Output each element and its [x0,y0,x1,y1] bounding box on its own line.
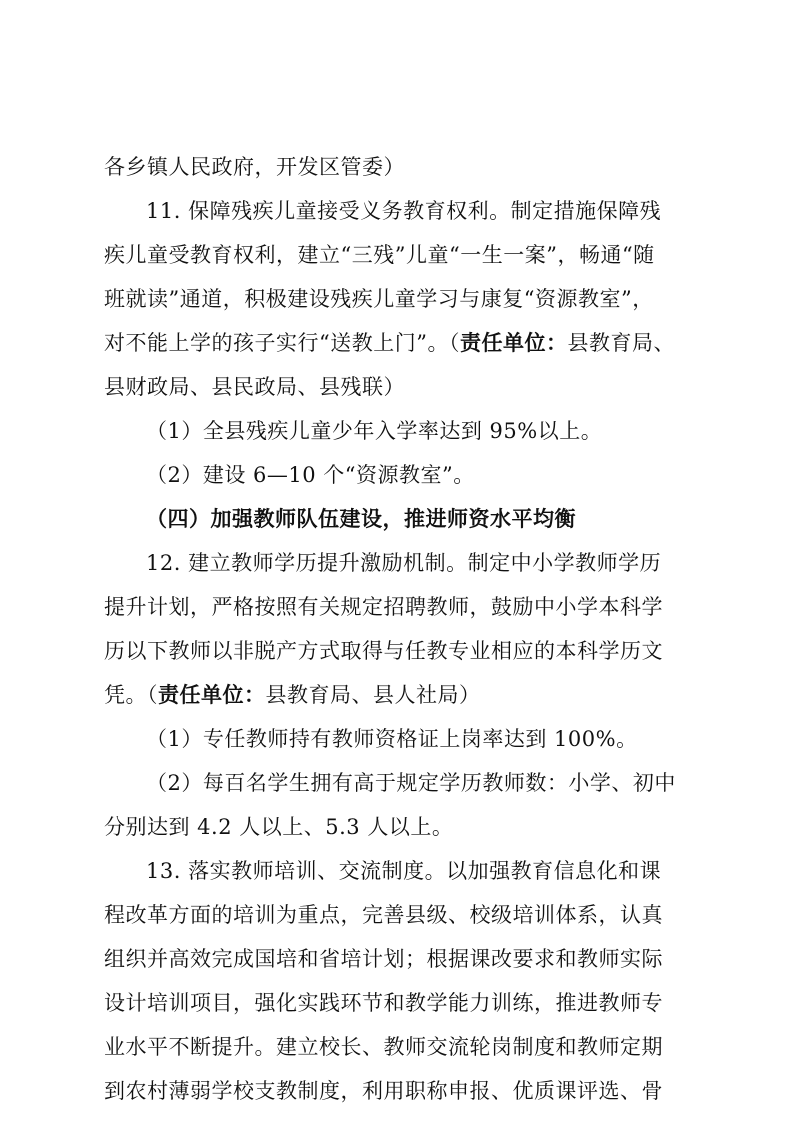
text-segment: 疾儿童受教育权利，建立“三残”儿童“一生一案”，畅通“随 [104,243,655,267]
text-line [146,196,694,226]
text-line [146,416,694,446]
text-line [104,680,694,710]
text-segment: （四）加强教师队伍建设，推进师资水平均衡 [146,506,576,531]
text-line [146,548,694,578]
text-segment: 组织并高效完成国培和省培计划；根据课改要求和教师实际 [104,947,663,971]
text-segment: 设计培训项目，强化实践环节和教学能力训练，推进教师专 [104,991,663,1015]
text-segment: 班就读”通道，积极建设残疾儿童学习与康复“资源教室”， [104,287,654,311]
text-segment: 历以下教师以非脱产方式取得与任教专业相应的本科学历文 [104,639,663,663]
text-line [104,988,694,1018]
text-line [104,592,694,622]
text-segment: （1）专任教师持有教师资格证上岗率达到 100%。 [146,727,638,751]
responsibility-label: 责任单位： [459,330,568,355]
text-line [104,944,694,974]
text-line [104,328,694,358]
text-segment: 13. 落实教师培训、交流制度。以加强教育信息化和课 [146,859,662,883]
text-line [146,460,694,490]
text-segment: 分别达到 4.2 人以上、5.3 人以上。 [104,815,454,839]
text-segment: 12. 建立教师学历提升激励机制。制定中小学教师学历 [146,551,662,575]
responsibility-label: 责任单位： [158,682,266,707]
text-segment: 凭。（ [104,683,158,707]
text-segment: 对不能上学的孩子实行“送教上门”。（ [104,331,460,355]
text-line [104,1032,694,1062]
text-segment: 各乡镇人民政府，开发区管委） [104,155,405,179]
text-line [104,1076,694,1106]
text-segment: （1）全县残疾儿童少年入学率达到 95%以上。 [146,419,603,443]
text-segment: 业水平不断提升。建立校长、教师交流轮岗制度和教师定期 [104,1035,663,1059]
text-line [104,900,694,930]
text-line [104,240,694,270]
text-segment: （2）建设 6—10 个“资源教室”。 [146,463,475,487]
text-line [146,856,694,886]
text-segment: 提升计划，严格按照有关规定招聘教师，鼓励中小学本科学 [104,595,663,619]
text-segment: 县教育局、 [567,331,675,355]
section-heading [146,504,694,534]
text-line [146,768,694,798]
text-segment: 县教育局、县人社局） [265,683,481,707]
text-line [104,636,694,666]
text-line [104,812,694,842]
text-line [104,372,694,402]
text-segment: 县财政局、县民政局、县残联） [104,375,405,399]
text-line [146,724,694,754]
text-line [104,152,694,182]
text-segment: （2）每百名学生拥有高于规定学历教师数：小学、初中 [146,771,676,795]
text-segment: 11. 保障残疾儿童接受义务教育权利。制定措施保障残 [146,199,662,223]
text-segment: 到农村薄弱学校支教制度，利用职称申报、优质课评选、骨 [104,1079,663,1103]
text-line [104,284,694,314]
text-segment: 程改革方面的培训为重点，完善县级、校级培训体系，认真 [104,903,663,927]
